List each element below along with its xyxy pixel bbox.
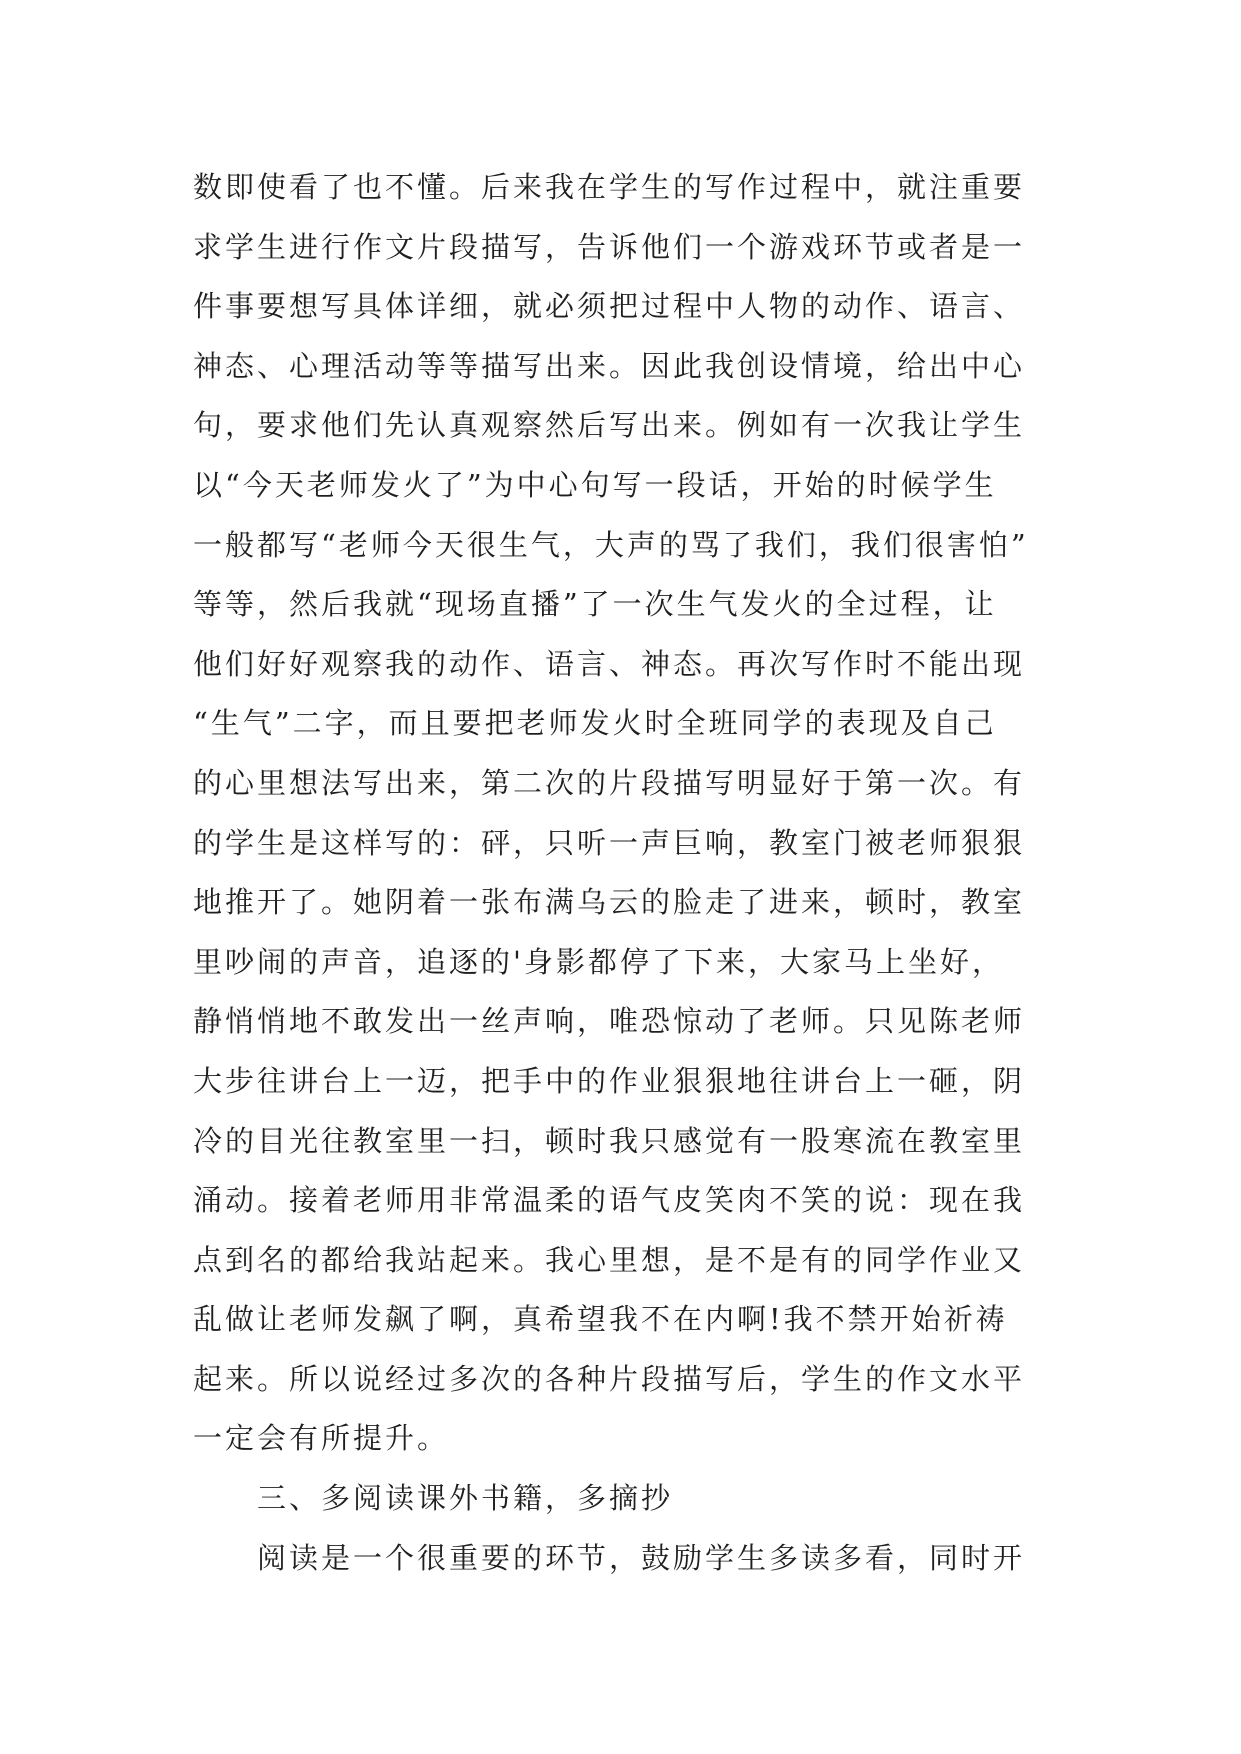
section-heading: 三、多阅读课外书籍，多摘抄 bbox=[257, 1481, 674, 1516]
text-line: 一般都写“老师今天很生气，大声的骂了我们，我们很害怕” bbox=[193, 527, 1029, 562]
text-line: 里吵闹的声音，追逐的'身影都停了下来，大家马上坐好， bbox=[193, 944, 1004, 979]
text-line: 涌动。接着老师用非常温柔的语气皮笑肉不笑的说：现在我 bbox=[193, 1183, 1026, 1218]
text-line: 静悄悄地不敢发出一丝声响，唯恐惊动了老师。只见陈老师 bbox=[193, 1004, 1026, 1039]
text-line: 神态、心理活动等等描写出来。因此我创设情境，给出中心 bbox=[193, 348, 1026, 383]
text-line: 冷的目光往教室里一扫，顿时我只感觉有一股寒流在教室里 bbox=[193, 1123, 1026, 1158]
text-line: 他们好好观察我的动作、语言、神态。再次写作时不能出现 bbox=[193, 646, 1026, 681]
document-body bbox=[193, 158, 1093, 1588]
text-line: “生气”二字，而且要把老师发火时全班同学的表现及自己 bbox=[193, 706, 997, 741]
text-line: 一定会有所提升。 bbox=[193, 1421, 450, 1456]
text-line: 等等，然后我就“现场直播”了一次生气发火的全过程，让 bbox=[193, 587, 997, 622]
text-line: 句，要求他们先认真观察然后写出来。例如有一次我让学生 bbox=[193, 408, 1026, 443]
text-line: 乱做让老师发飙了啊，真希望我不在内啊!我不禁开始祈祷 bbox=[193, 1302, 1008, 1337]
text-line: 数即使看了也不懂。后来我在学生的写作过程中，就注重要 bbox=[193, 170, 1026, 204]
text-line: 求学生进行作文片段描写，告诉他们一个游戏环节或者是一 bbox=[193, 229, 1026, 264]
text-line: 起来。所以说经过多次的各种片段描写后，学生的作文水平 bbox=[193, 1361, 1026, 1396]
text-line: 地推开了。她阴着一张布满乌云的脸走了进来，顿时，教室 bbox=[193, 885, 1026, 920]
text-line: 的学生是这样写的：砰，只听一声巨响，教室门被老师狠狠 bbox=[193, 825, 1026, 860]
text-line: 的心里想法写出来，第二次的片段描写明显好于第一次。有 bbox=[193, 765, 1026, 800]
text-line: 以“今天老师发火了”为中心句写一段话，开始的时候学生 bbox=[193, 467, 997, 502]
text-line: 件事要想写具体详细，就必须把过程中人物的动作、语言、 bbox=[193, 289, 1026, 324]
paragraph-first-line: 阅读是一个很重要的环节，鼓励学生多读多看，同时开 bbox=[257, 1540, 1026, 1575]
text-line: 点到名的都给我站起来。我心里想，是不是有的同学作业又 bbox=[193, 1242, 1026, 1277]
text-line: 大步往讲台上一迈，把手中的作业狠狠地往讲台上一砸，阴 bbox=[193, 1063, 1026, 1098]
